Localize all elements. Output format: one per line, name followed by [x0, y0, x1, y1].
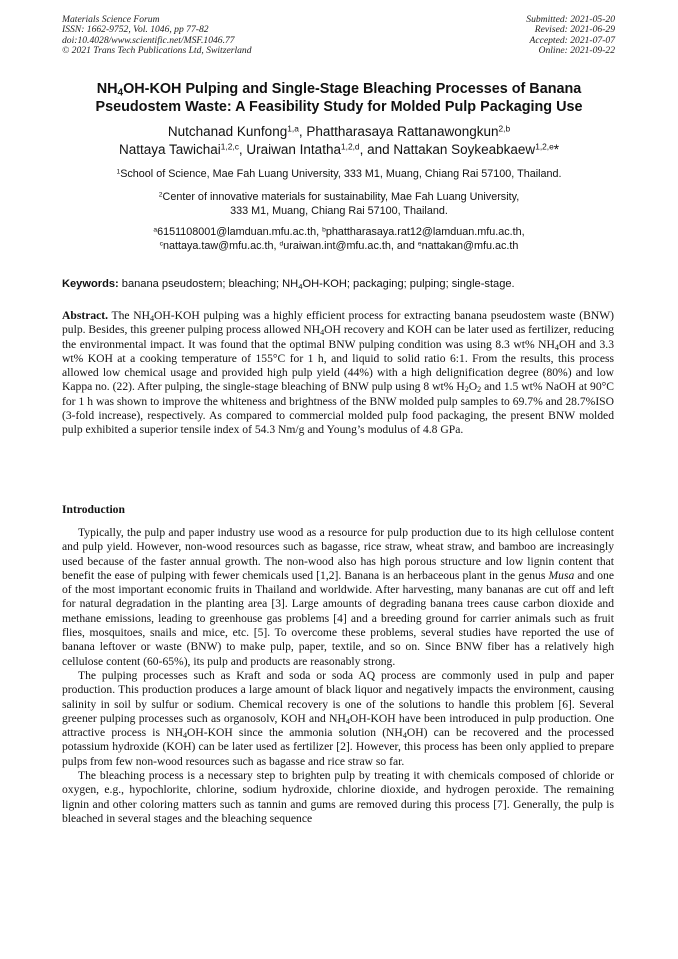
- doi: doi:10.4028/www.scientific.net/MSF.1046.77: [62, 34, 235, 46]
- title-line-2: Pseudostem Waste: A Feasibility Study for Molded Pulp Packaging Use: [95, 99, 583, 115]
- corresponding-mark: *: [553, 142, 560, 157]
- journal-header-right: [526, 15, 615, 57]
- journal-name: Materials Science Forum: [62, 14, 160, 25]
- authors-line-1: Nutchanad Kunfong$^{1,a}$, Phattharasaya Rattanawongkun$^{2,b}$: [167, 123, 511, 139]
- keywords: Keywords: banana pseudostem; bleaching; $NH_4OH$-KOH; packaging; pulping; single-stage.: [62, 278, 515, 291]
- journal-header-left: [62, 15, 252, 57]
- author-list: [20, 123, 658, 159]
- keywords-label: Keywords:: [62, 278, 119, 290]
- paragraph: The pulping processes such as Kraft and soda or soda AQ process are commonly used in pulp and paper production. This production produces a large amount of black liquor and negatively impacts the environment, causing salinity in soil by sulfur or sodium. Chemical recovery is one of the solutions to handle this problem [6]. Several greener pulping processes such as organosolv, KOH and $NH_4OH$-KOH have been introduced in pulp production. One attractive process is $NH_4OH$-KOH since the ammonia solution $(NH_4OH)$ can be recovered and the processed potassium hydroxide (KOH) can be later used as fertilizer [2]. However, this process has been only applied to prepare pulps from few non-wood resources such as bagasse and rice straw so far.: [62, 668, 615, 768]
- copyright: © 2021 Trans Tech Publications Ltd, Switzerland: [62, 45, 252, 57]
- paragraph: The bleaching process is a necessary step to brighten pulp by treating it with chemicals composed of chloride or oxygen, e.g., hypochlorite, chlorine, sodium hydroxide, chlorine dioxide, and hydrogen peroxide. The remaining lignin and other coloring matters such as tannin and gums are removed during this process [7]. Generally, the pulp is bleached in several stages and the bleaching sequence: [62, 769, 614, 825]
- introduction-body: [62, 526, 614, 826]
- introduction-heading: Introduction: [62, 503, 125, 516]
- online-date: Online: 2021-09-22: [538, 45, 615, 57]
- revised-date: Revised: 2021-06-29: [534, 24, 615, 36]
- affiliation-1: $^1$School of Science, Mae Fah Luang University, 333 M1, Muang, Chiang Rai 57100, Thailand.: [116, 168, 562, 180]
- title-line-1: $NH_4OH$-KOH Pulping and Single-Stage Bleaching Processes of Banana: [96, 81, 582, 99]
- author-name: Uraiwan Intatha: [246, 142, 341, 157]
- accepted-date: Accepted: 2021-07-07: [529, 34, 615, 46]
- paragraph: Typically, the pulp and paper industry use wood as a resource for pulp production due to its high cellulose content and pulp yield. However, non-wood resources such as bagasse, rice straw, wheat straw, and bamboo are increasingly used because of the faster annual growth. The non-wood also has high porous structure and low lignin content that benefit the ease of pulping with fewer chemicals used [1,2]. Banana is an herbaceous plant in the genus Musa and one of the most important economic fruits in Thailand and worldwide. After harvesting, many bananas are cut off and left for natural degradation in the planting area [3]. Large amounts of degrading banana trees cause carbon dioxide and methane emissions, leading to greenhouse gas problems [4] and a breeding ground for carrier animals such as fruit flies, mosquitoes, snails and mice, etc. [5]. To overcome these problems, several studies have reported the use of banana leftover or waste (BNW) to make pulp, paper, textile, and so on. Since BNW fiber has a relatively high cellulose content (60-65%), its pulp and products are reasonably strong.: [62, 526, 614, 668]
- author-name: Phattharasaya Rattanawongkun: [306, 124, 499, 139]
- author-name: Nattaya Tawichai: [118, 142, 221, 157]
- abstract-label: Abstract.: [62, 309, 109, 322]
- author-name: Nutchanad Kunfong: [167, 124, 288, 139]
- submitted-date: Submitted: 2021-05-20: [526, 14, 615, 25]
- abstract: Abstract. The $NH_4OH$-KOH pulping was a highly efficient process for extracting banana pseudostem waste (BNW) pulp. Besides, this greener pulping process allowed $NH_4OH$ recovery and KOH can be later used as fertilizer, reducing the environmental impact. It was found that the optimal BNW pulping condition was using 8.3 wt% $NH_4OH$ and 3.3 wt% KOH at a cooking temperature of 155°C for 1 h, and liquid to solid ratio 6:1. From the results, this process allowed low chemical usage and provided high pulp yield (44%) with a high delignification degree (80%) and low Kappa no. (22). After pulping, the single-stage bleaching of BNW pulp using 8 wt% $H_2O_2$ and 1.5 wt% NaOH at 90°C for 1 h was shown to improve the whiteness and brightness of the BNW molded pulp samples to 69.7% and 28.7%ISO (3-fold increase), respectively. As compared to commercial molded pulp food packaging, the present BNW molded pulp exhibited a superior tensile index of 54.3 Nm/g and Young’s modulus of 4.8 GPa.: [62, 309, 615, 437]
- issn-volume: ISSN: 1662-9752, Vol. 1046, pp 77-82: [62, 24, 209, 36]
- author-name: Nattakan Soykeabkaew: [393, 142, 536, 157]
- author-emails: $^a$6151108001@lamduan.mfu.ac.th, $^b$phattharasaya.rat12@lamduan.mfu.ac.th, $^c$nattaya.taw@mfu.ac.th, $^d$uraiwan.int@mfu.ac.th, and $^e$nattakan@mfu.ac.th: [153, 226, 525, 252]
- affiliation-2: $^2$Center of innovative materials for sustainability, Mae Fah Luang University, 333 M1, Muang, Chiang Rai 57100, Thailand.: [158, 191, 520, 217]
- authors-line-2: Nattaya Tawichai$^{1,2,c}$, Uraiwan Intatha$^{1,2,d}$, and Nattakan Soykeabkaew$^{1,2,e}$*: [118, 141, 560, 157]
- paper-title: [40, 80, 638, 116]
